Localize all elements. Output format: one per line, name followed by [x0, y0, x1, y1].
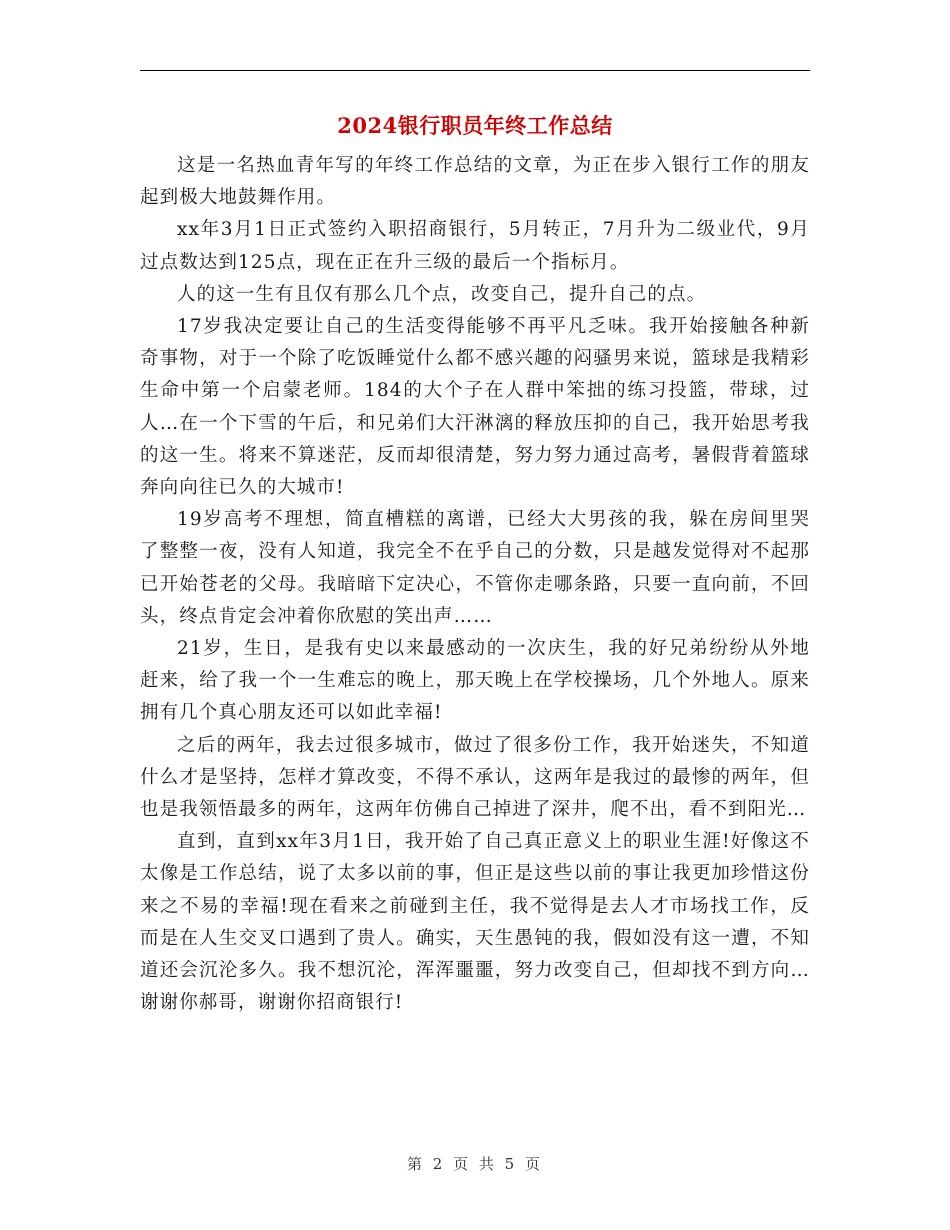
- paragraph-8: 直到，直到xx年3月1日，我开始了自己真正意义上的职业生涯!好像这不太像是工作总结，说了太多以前的事，但正是这些以前的事让我更加珍惜这份来之不易的幸福!现在看来之前碰到主任，我不觉得是去人才市场找工作，反而是在人生交叉口遇到了贵人。确实，天生愚钝的我，假如没有这一遭，不知道还会沉沦多久。我不想沉沦，浑浑噩噩，努力改变自己，但却找不到方向…谢谢你郝哥，谢谢你招商银行!: [140, 831, 810, 1014]
- header-rule: [140, 70, 810, 71]
- document-body: [140, 150, 810, 1019]
- paragraph-2: xx年3月1日正式签约入职招商银行，5月转正，7月升为二级业代，9月过点数达到125点，现在正在升三级的最后一个指标月。: [140, 219, 810, 273]
- paragraph-3: 人的这一生有且仅有那么几个点，改变自己，提升自己的点。: [177, 283, 707, 305]
- paragraph-7: 之后的两年，我去过很多城市，做过了很多份工作，我开始迷失，不知道什么才是坚持，怎样才算改变，不得不承认，这两年是我过的最惨的两年，但也是我领悟最多的两年，这两年仿佛自己掉进了深井，爬不出，看不到阳光…: [140, 734, 810, 821]
- document-title: 2024银行职员年终工作总结: [337, 113, 613, 138]
- page-number: 第 2 页 共 5 页: [407, 1155, 543, 1173]
- paragraph-5: 19岁高考不理想，简直槽糕的离谱，已经大大男孩的我，躲在房间里哭了整整一夜，没有人知道，我完全不在乎自己的分数，只是越发觉得对不起那已开始苍老的父母。我暗暗下定决心，不管你走哪条路，只要一直向前，不回头，终点肯定会冲着你欣慰的笑出声……: [140, 509, 810, 627]
- paragraph-4: 17岁我决定要让自己的生活变得能够不再平凡乏味。我开始接触各种新奇事物，对于一个除了吃饭睡觉什么都不感兴趣的闷骚男来说，篮球是我精彩生命中第一个启蒙老师。184的大个子在人群中笨拙的练习投篮，带球，过人…在一个下雪的午后，和兄弟们大汗淋漓的释放压抑的自己，我开始思考我的这一生。将来不算迷茫，反而却很清楚，努力努力通过高考，暑假背着篮球奔向向往已久的大城市!: [140, 316, 810, 499]
- paragraph-1: 这是一名热血青年写的年终工作总结的文章，为正在步入银行工作的朋友起到极大地鼓舞作用。: [140, 155, 810, 209]
- paragraph-6: 21岁，生日，是我有史以来最感动的一次庆生，我的好兄弟纷纷从外地赶来，给了我一个一生难忘的晚上，那天晚上在学校操场，几个外地人。原来拥有几个真心朋友还可以如此幸福!: [140, 638, 810, 724]
